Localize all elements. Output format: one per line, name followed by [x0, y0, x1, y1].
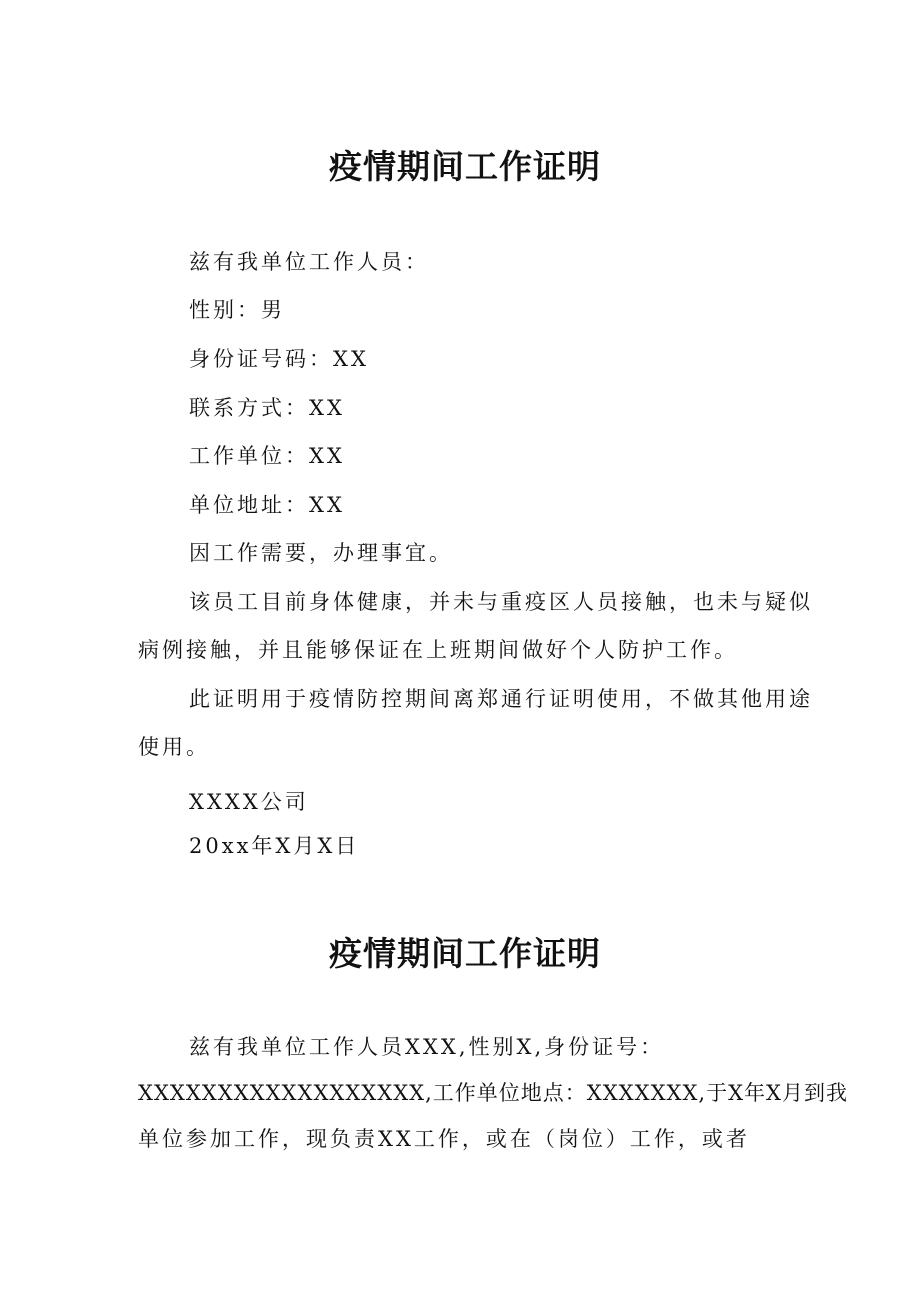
second-document-title: 疫情期间工作证明 — [329, 934, 601, 973]
usage-paragraph-line-1: 此证明用于疫情防控期间离郑通行证明使用，不做其他用途 — [189, 687, 813, 711]
unit-address-line: 单位地址：XX — [189, 493, 345, 517]
second-paragraph-line-1: 兹有我单位工作人员XXX,性别X,身份证号： — [189, 1035, 665, 1059]
second-paragraph-line-2: XXXXXXXXXXXXXXXXXX,工作单位地点：XXXXXXX,于X年X月到我 — [138, 1081, 849, 1105]
reason-line: 因工作需要，办理事宜。 — [189, 541, 453, 565]
intro-line: 兹有我单位工作人员： — [189, 250, 429, 274]
usage-paragraph-line-2: 使用。 — [138, 735, 210, 759]
second-paragraph-line-3: 单位参加工作，现负责XX工作，或在（岗位）工作，或者 — [138, 1127, 750, 1151]
work-unit-line: 工作单位：XX — [189, 444, 345, 468]
id-number-line: 身份证号码：XX — [189, 347, 369, 371]
company-signature: XXXX公司 — [189, 790, 309, 814]
health-paragraph-line-1: 该员工目前身体健康，并未与重疫区人员接触，也未与疑似 — [189, 590, 813, 614]
contact-line: 联系方式：XX — [189, 396, 345, 420]
document-title: 疫情期间工作证明 — [329, 147, 601, 186]
signature-date: 20xx年X月X日 — [189, 834, 360, 858]
health-paragraph-line-2: 病例接触，并且能够保证在上班期间做好个人防护工作。 — [138, 638, 738, 662]
gender-line: 性别：男 — [189, 298, 285, 322]
